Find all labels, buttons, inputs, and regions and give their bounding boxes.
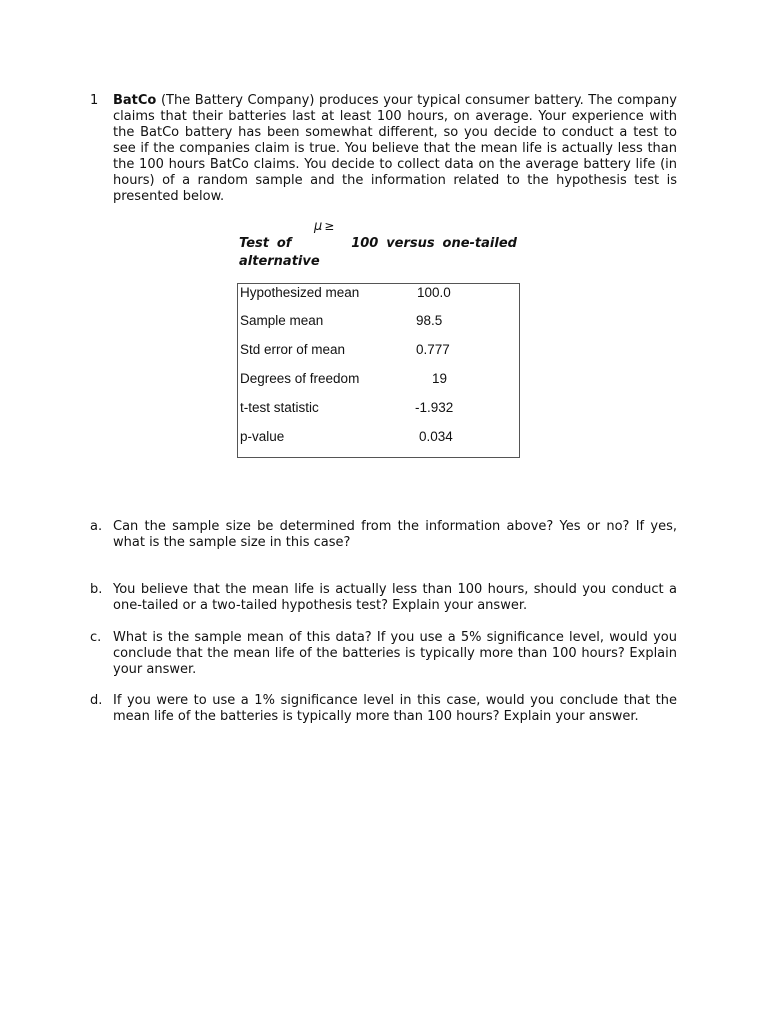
stats-table	[237, 283, 520, 458]
row-value: -1.932	[415, 400, 454, 415]
hyp-word-one-tailed: one-tailed	[442, 236, 517, 251]
sub-question-letter: a.	[90, 519, 103, 534]
row-label: Hypothesized mean	[240, 285, 360, 300]
hyp-word-of: of	[276, 236, 292, 251]
row-value: 0.777	[416, 342, 450, 357]
row-value: 0.034	[419, 429, 453, 444]
row-value: 98.5	[416, 313, 443, 328]
row-value: 19	[432, 371, 448, 386]
sub-question-text: Can the sample size be determined from the information above? Yes or no? If yes, what is the sample size in this case?	[113, 519, 677, 550]
ge-symbol: ≥	[324, 219, 335, 233]
row-label: t-test statistic	[240, 400, 319, 415]
hyp-word-100: 100	[351, 236, 379, 251]
row-label: Std error of mean	[240, 342, 346, 357]
company-name: BatCo	[113, 93, 157, 108]
hypothesis-line-2: alternative	[239, 254, 320, 269]
question-intro	[113, 93, 677, 205]
null-hypothesis-symbol	[314, 218, 334, 235]
mu-symbol: μ	[314, 219, 323, 234]
row-label: p-value	[240, 429, 285, 444]
sub-question-letter: b.	[90, 582, 103, 597]
sub-question-text: You believe that the mean life is actually less than 100 hours, should you conduct a one-tailed or a two-tailed hypothesis test? Explain your answer.	[113, 582, 677, 613]
question-number: 1	[90, 93, 99, 108]
sub-question-letter: d.	[90, 693, 103, 708]
sub-question-letter: c.	[90, 630, 102, 645]
hyp-word-versus: versus	[386, 236, 435, 251]
row-value: 100.0	[417, 285, 451, 300]
hyp-word-test: Test	[239, 236, 269, 251]
row-label: Degrees of freedom	[240, 371, 360, 386]
row-label: Sample mean	[240, 313, 324, 328]
intro-text: (The Battery Company) produces your typical consumer battery. The company claims that their batteries last at least 100 hours, on average. Your experience with the BatCo battery has been somewhat different, so you decide to conduct a test to see if the companies claim is true. You believe that the mean life is actually less than the 100 hours BatCo claims. You decide to collect data on the average battery life (in hours) of a random sample and the information related to the hypothesis test is presented below.	[113, 93, 677, 204]
sub-question-text: What is the sample mean of this data? If you use a 5% significance level, would you conclude that the mean life of the batteries is typically more than 100 hours? Explain your answer.	[113, 630, 677, 677]
sub-question-text: If you were to use a 1% significance level in this case, would you conclude that the mean life of the batteries is typically more than 100 hours? Explain your answer.	[113, 693, 677, 724]
hypothesis-line-1	[239, 236, 517, 252]
